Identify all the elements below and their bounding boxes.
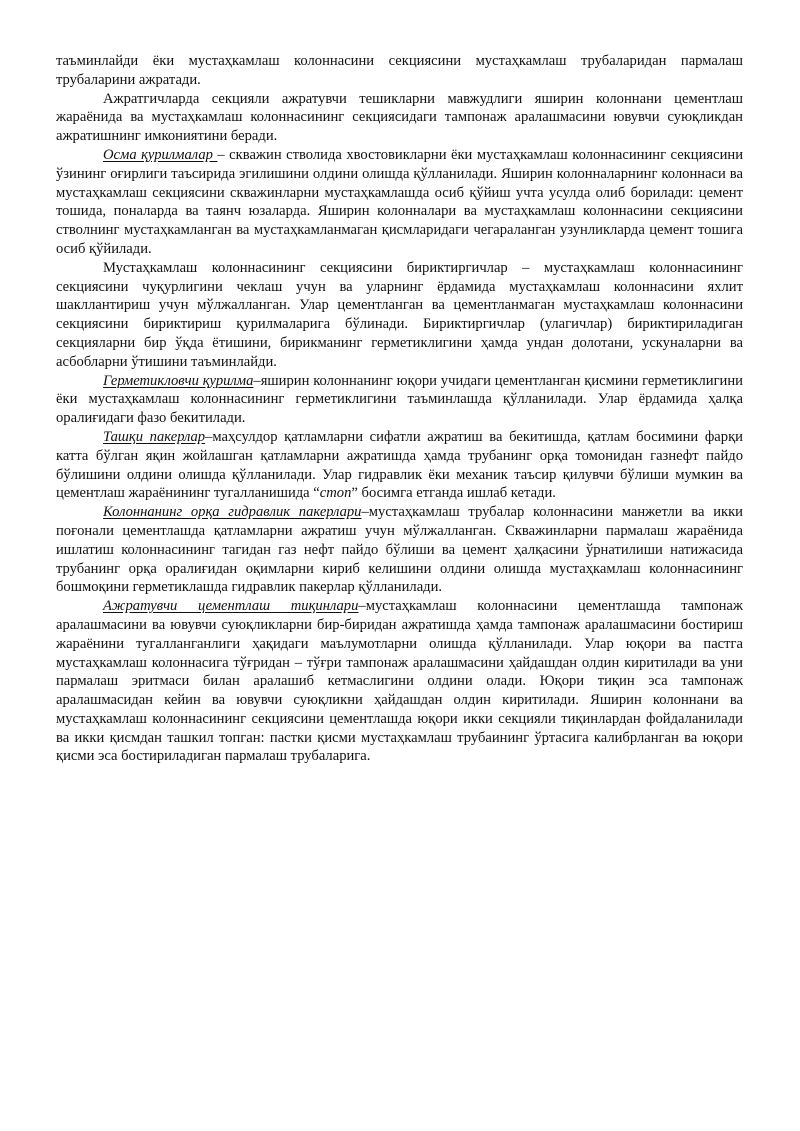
paragraph-connectors [56,259,743,372]
paragraph-text: –мустаҳкамлаш трубалар колоннасини манжетли ва икки поғонали цементлашда қатламларни ажратиш учун мўлжалланган. Скважинларни пармалаш жараёнида ишлатиш колоннасининг тагидан газ нефт пайдо бўлиши ва цемент ҳалқасини ўрнатилиши натижасида трубанинг орқа оралиғидан оқимларни кириб келишини олдини олишда мустаҳкамлаш колоннасининг бошмоқини герметиклашда гидравлик пакерлар қўлланилади. [56,504,743,596]
term-heading: Осма қурилмалар [103,146,218,163]
term-heading: Ташқи пакерлар [103,428,206,445]
paragraph-text: – скважин стволида хвостовикларни ёки мустаҳкамлаш колоннасининг секциясини ўзининг оғирлиги таъсирида эгилишини олдини олишда қўлланилади. Яширин колонналарнинг колоннаси ва мустаҳкамлаш секциясини скважинларни мустаҳкамлашда осиб қўйиш учта усулда олиб борилади: цемент тошида, поналарда ва таянч юзаларда. Яширин колонналари ва мустаҳкамлаш колоннасини секциясини стволнинг мустаҳкамланган ва мустаҳкамланмаган қисмларидаги чегараланган узунликларда цемент тошига осиб қўйилади. [56,146,743,257]
paragraph-external-packers [56,428,743,503]
paragraph-text: –маҳсулдор қатламларни сифатли ажратиш ва бекитишда, қатлам босимини фарқи катта бўлган яқин жойлашган қатламларни ажратишда ҳамда трубанинг орқа томонидан газнефт пайдо бўлишини олдини олишда қўлланилади. Улар гидравлик ёки механик таъсир қилувчи бўлиши мумкин ва цементлаш жараёнининг тугалланишида “ [56,428,743,502]
quoted-word: стоп [319,485,352,502]
paragraph-sealing-device [56,372,743,428]
document-page [56,52,743,766]
paragraph-text: таъминлайди ёки мустаҳкамлаш колоннасини секциясини мустаҳкамлаш трубаларидан пармалаш трубаларини ажратади. [56,53,743,88]
paragraph-continuation [56,52,743,90]
paragraph-text: Мустаҳкамлаш колоннасининг секциясини бириктиргичлар – мустаҳкамлаш колоннасининг секциясини чуқурлигини чеклаш учун ва уларнинг ёрдамида мустаҳкамлаш колоннасини яхлит шакллантириш учун мўлжалланган. Улар цементланган ва цементланмаган мустаҳкамлаш колоннасини секциясини бириктириш қурилмаларига бўлинади. Бириктиргичлар (улагичлар) бириктириладиган секцияларни бир ўқда ётишини, бирикманинг герметиклигини ҳамда ундан долотани, ускуналарни ва асбобларни ўтишини таъминлайди. [56,259,743,370]
term-heading: Герметикловчи қурилма [103,372,254,389]
term-heading: Колоннанинг орқа гидравлик пакерлари [103,504,362,521]
paragraph-text: –яширин колоннанинг юқори учидаги цементланган қисмини герметиклигини ёки мустаҳкамлаш колоннасининг герметиклигини таъминлашда қўлланилади. Улар ёрдамида ҳалқа оралиғидаги фазо бекитилади. [56,372,743,427]
paragraph-separators [56,90,743,146]
paragraph-cementing-plugs [56,597,743,766]
paragraph-hangers [56,146,743,259]
paragraph-hydraulic-packers [56,503,743,597]
paragraph-text-after: ” босимга етганда ишлаб кетади. [351,485,556,502]
paragraph-text: Ажратгичларда секцияли ажратувчи тешикларни мавжудлиги яширин колоннани цементлаш жараёнида ва мустаҳкамлаш колоннасининг секциясидаги тампонаж аралашмасини ювувчи суюқликдан ажратишнинг имкониятини беради. [56,90,743,145]
paragraph-text: –мустаҳкамлаш колоннасини цементлашда тампонаж аралашмасини ва ювувчи суюқликларни бир-биридан ажратишда ҳамда тампонаж аралашмасини бостириш жараёнини тугалланганлиги ҳақидаги маълумотларни олишда қўлланилади. Улар юқори ва пастга мустаҳкамлаш колоннасига тўғридан – тўғри тампонаж аралашмасини ҳайдашдан олдин киритилади ва уни пармалаш эритмаси билан аралашиб кетмаслигини олдини олади. Юқори тиқин эса тампонаж аралашмасидан кейин ва ювувчи суюқликни ҳайдашдан олдин киритилади. Яширин колоннани ва мустаҳкамлаш колоннасининг секциясини цементлашда юқори икки секцияли тиқинлардан фойдаланилади ва икки қисмдан ташкил топган: пастки қисми мустаҳкамлаш трубаининг ўртасига калибрланган ва юқори қисми эса бостириладиган пармалаш трубаларига. [56,598,743,765]
term-heading: Ажратувчи цементлаш тиқинлари [103,598,359,615]
